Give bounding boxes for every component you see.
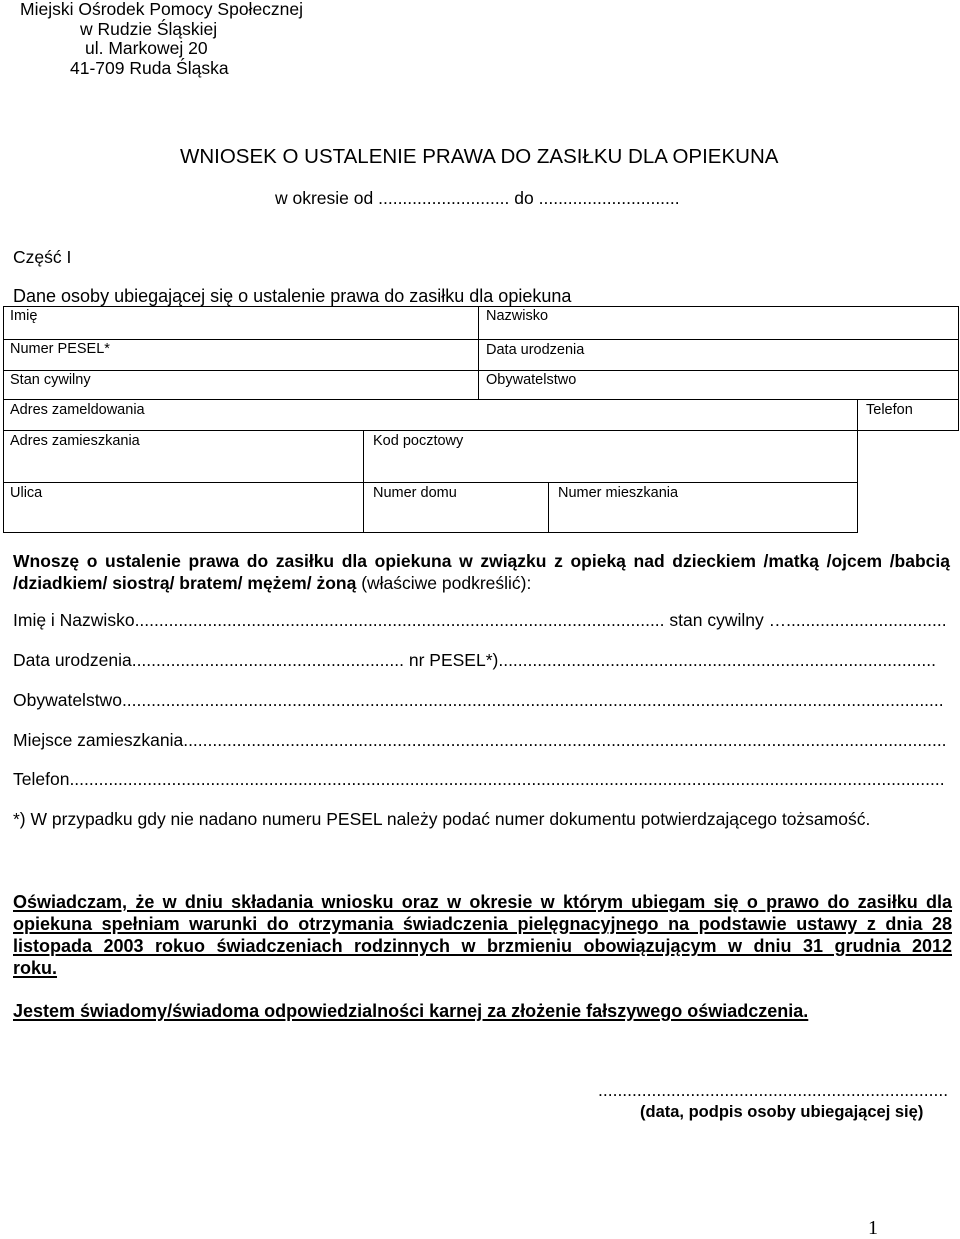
marital-status-label: Stan cywilny	[10, 372, 91, 388]
dependent-birth-blank[interactable]: ........................................................	[131, 650, 404, 670]
period-line	[275, 188, 680, 209]
request-line-2	[13, 573, 531, 595]
dependent-residence-blank[interactable]: .............................................................................................................................................................	[183, 730, 947, 750]
dependent-name-blank[interactable]: .............................................................................................................	[134, 610, 665, 630]
marital-status-cell[interactable]	[3, 370, 478, 399]
period-to-label: do	[514, 188, 534, 208]
first-name-label: Imię	[10, 308, 38, 324]
registered-address-cell[interactable]	[3, 399, 857, 430]
page-number: 1	[868, 1217, 878, 1239]
house-number-cell[interactable]	[363, 482, 548, 532]
residence-address-cell[interactable]	[3, 430, 363, 482]
residence-address-label: Adres zamieszkania	[10, 433, 140, 449]
dependent-birth-line	[13, 650, 950, 671]
period-from-blank[interactable]: ...........................	[378, 188, 510, 208]
apartment-number-cell[interactable]	[548, 482, 857, 532]
table-rule	[958, 306, 959, 431]
last-name-label: Nazwisko	[486, 308, 549, 324]
dependent-name-label: Imię i Nazwisko	[13, 610, 135, 630]
citizenship-cell[interactable]	[478, 370, 958, 399]
period-from-label: w okresie od	[275, 188, 374, 208]
table-rule	[3, 532, 858, 533]
dependent-citizenship-line	[13, 690, 950, 711]
section-heading: Dane osoby ubiegającej się o ustalenie prawa do zasiłku dla opiekuna	[13, 286, 572, 306]
office-street: ul. Markowej 20	[85, 38, 208, 58]
declaration-line-2: opiekuna spełniam warunki do otrzymania świadczenia pielęgnacyjnego na podstawie ustawy z dnia 28	[13, 914, 952, 934]
birth-date-label: Data urodzenia	[486, 342, 585, 358]
declaration-line-1: Oświadczam, że w dniu składania wniosku oraz w okresie w którym ubiegam się o prawo do zasiłku dla	[13, 892, 952, 912]
dependent-marital-label: stan cywilny	[669, 610, 764, 630]
liability-statement: Jestem świadomy/świadoma odpowiedzialności karnej za złożenie fałszywego oświadczenia.	[13, 1001, 809, 1021]
declaration-line-3: listopada 2003 rokuo świadczeniach rodzinnych w brzmieniu obowiązującym w dniu 31 grudnia 2012	[13, 936, 952, 956]
registered-address-label: Adres zameldowania	[10, 402, 145, 418]
request-line-1: Wnoszę o ustalenie prawa do zasiłku dla opiekuna w związku z opieką nad dzieckiem /matką /ojcem /babcią	[13, 551, 950, 571]
dependent-pesel-label: nr PESEL*)	[408, 650, 499, 670]
dependent-birth-label: Data urodzenia	[13, 650, 132, 670]
postal-code-label: Kod pocztowy	[373, 433, 464, 449]
signature-blank[interactable]: ........................................................................	[598, 1080, 949, 1100]
dependent-name-line	[13, 610, 950, 631]
street-label: Ulica	[10, 485, 43, 501]
apartment-number-label: Numer mieszkania	[558, 485, 679, 501]
pesel-footnote: *) W przypadku gdy nie nadano numeru PESEL należy podać numer dokumentu potwierdzającego tożsamość.	[13, 809, 871, 829]
document-title: WNIOSEK O USTALENIE PRAWA DO ZASIŁKU DLA OPIEKUNA	[180, 145, 779, 168]
request-relations: /dziadkiem/ siostrą/ bratem/ mężem/ żoną	[13, 572, 357, 593]
birth-date-cell[interactable]	[478, 339, 958, 370]
last-name-cell[interactable]	[478, 306, 958, 339]
office-city: w Rudzie Śląskiej	[80, 18, 218, 39]
postal-code-cell[interactable]	[363, 430, 857, 482]
first-name-cell[interactable]	[3, 306, 478, 339]
pesel-cell[interactable]	[3, 339, 478, 370]
dependent-citizenship-label: Obywatelstwo	[13, 690, 122, 710]
dependent-residence-label: Miejsce zamieszkania	[13, 730, 184, 750]
dependent-phone-label: Telefon	[13, 769, 70, 789]
request-instruction: (właściwe podkreślić):	[361, 572, 532, 593]
phone-cell[interactable]	[857, 399, 958, 430]
office-postal: 41-709 Ruda Śląska	[70, 57, 229, 78]
citizenship-label: Obywatelstwo	[486, 372, 577, 388]
house-number-label: Numer domu	[373, 485, 457, 501]
pesel-label: Numer PESEL*	[10, 341, 110, 357]
dependent-pesel-blank[interactable]: ..........................................................................................	[498, 650, 936, 670]
period-to-blank[interactable]: .............................	[538, 188, 680, 208]
dependent-phone-line	[13, 769, 950, 790]
dependent-citizenship-blank[interactable]: .........................................................................................................................................................................	[121, 690, 944, 710]
street-cell[interactable]	[3, 482, 363, 532]
part-heading: Część I	[13, 247, 72, 267]
declaration-line-4: roku.	[13, 958, 58, 978]
dependent-residence-line	[13, 730, 950, 751]
dependent-marital-blank[interactable]: ….................................	[768, 610, 947, 630]
dependent-phone-blank[interactable]: ....................................................................................................................................................................................	[69, 769, 945, 789]
phone-label: Telefon	[866, 402, 913, 418]
signature-caption: (data, podpis osoby ubiegającej się)	[640, 1103, 924, 1121]
office-name: Miejski Ośrodek Pomocy Społecznej	[20, 0, 304, 19]
